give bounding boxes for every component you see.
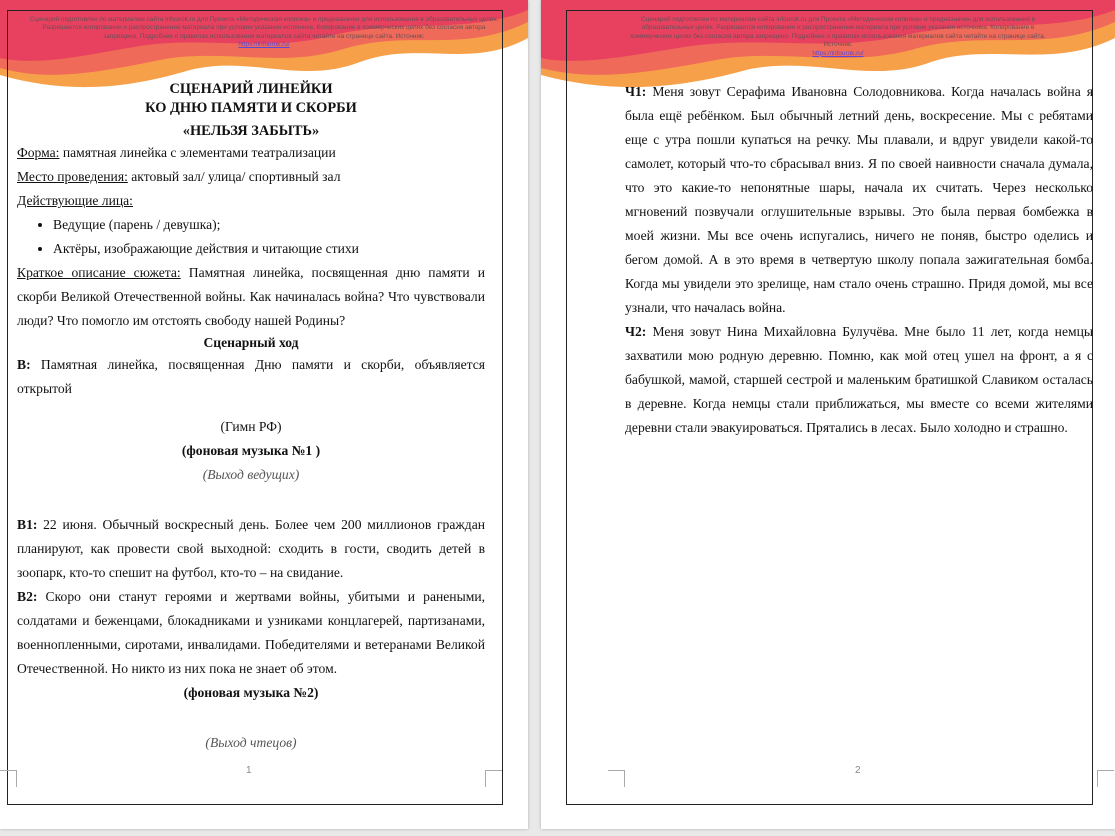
cast-line (17, 189, 485, 213)
source-link[interactable]: https://infourok.ru/ (238, 41, 290, 49)
margin-corner-right (485, 770, 502, 787)
readers-exit-line: (Выход чтецов) (205, 735, 297, 750)
document-page-1 (0, 0, 528, 829)
v-text: Памятная линейка, посвященная Дню памяти и скорби, объявляется открытой (17, 357, 485, 396)
v1-label: В1: (17, 517, 38, 532)
v2-text: Скоро они станут героями и жертвами войны, убитыми и ранеными, солдатами и беженцами, блокадниками и узниками концлагерей, партизанами, военнопленными, сиротами, инвалидами. Победителями и ветеранами Великой Отечественной. Но никто из них пока не знает об этом. (17, 589, 485, 676)
page-2-content (625, 80, 1093, 440)
form-text: памятная линейка с элементами театрализации (59, 145, 336, 160)
margin-corner-left (608, 770, 625, 787)
v-paragraph (17, 353, 485, 401)
v2-paragraph (17, 585, 485, 681)
ch2-label: Ч2: (625, 324, 647, 339)
cast-label: Действующие лица: (17, 193, 133, 208)
margin-corner-right (1097, 770, 1114, 787)
ch2-paragraph (625, 320, 1093, 440)
ch1-text: Меня зовут Серафима Ивановна Солодовникова. Когда началась война я была ещё ребёнком. Был обычный летний день, воскресение. Мы с ребятами еще с утра пошли купаться на речку. Мы плавали, и вдруг увидели какой-то самолет, который что-то сбрасывал вниз. Я по своей наивности сначала думала, что это какие-то непонятные шары, начала их считать. Через несколько мгновений позвучали оглушительные взрывы. Это была первая бомбежка в моей жизни. Мы все очень испугались, ничего не поняв, быстро оделись и бегом домой. А в это время в четвертую школу попала зажигательная бомба. Когда мы увидели это зрелище, нам стало очень страшно. Придя домой, мы все узнали, что началась война. (625, 84, 1093, 315)
course-heading: Сценарный ход (203, 335, 299, 350)
place-line (17, 165, 485, 189)
page-number: 2 (855, 765, 861, 776)
source-link[interactable]: https://infourok.ru/ (812, 49, 864, 57)
v1-text: 22 июня. Обычный воскресный день. Более чем 200 миллионов граждан планируют, как провести свой выходной: сходить в гости, сводить детей в зоопарк, кто-то спешит на футбол, кто-то – на свидание. (17, 517, 485, 580)
form-label: Форма: (17, 145, 60, 160)
ch1-paragraph (625, 80, 1093, 320)
header-notice: Сценарий подготовлен по материалам сайта infourok.ru для Проекта «Методическая копилка» и предназначен для использования в образовательных целях. Разрешается копирование и распространение материала при условии указания источника. Копирование в коммерческих целях без согласия автора запрещено. Подробнее о правилах использования материалов сайта читайте на странице сайта. Источник: https://infourok.ru/ (29, 16, 499, 49)
cast-item: • Ведущие (парень / девушка); (53, 213, 485, 237)
anthem-line: (Гимн РФ) (220, 419, 282, 434)
summary-paragraph (17, 261, 485, 333)
hosts-exit-line: (Выход ведущих) (202, 467, 300, 482)
v1-paragraph (17, 513, 485, 585)
script-title-line-3: «НЕЛЬЗЯ ЗАБЫТЬ» (182, 123, 320, 139)
script-title-line-2: КО ДНЮ ПАМЯТИ И СКОРБИ (145, 100, 357, 116)
v-label: В: (17, 357, 31, 372)
cast-item: • Актёры, изображающие действия и читающие стихи (53, 237, 485, 261)
header-notice: Сценарий подготовлен по материалам сайта infourok.ru для Проекта «Методическая копилка» и предназначен для использования в образовательных целях. Разрешается копирование и распространение материала при условии указания источника. Копирование в коммерческих целях без согласия автора запрещено. Подробнее о правилах использования материалов сайта читайте на странице сайта. Источник: https://infourok.ru/ (630, 16, 1046, 57)
place-label: Место проведения: (17, 169, 128, 184)
script-title-line-1: СЦЕНАРИЙ ЛИНЕЙКИ (169, 81, 333, 97)
music-1-line: (фоновая музыка №1 ) (181, 443, 321, 458)
document-page-2 (541, 0, 1115, 829)
ch1-label: Ч1: (625, 84, 647, 99)
summary-label: Краткое описание сюжета: (17, 265, 181, 280)
music-2-line: (фоновая музыка №2) (183, 685, 319, 700)
cast-list (17, 213, 485, 261)
form-line (17, 141, 485, 165)
margin-corner-left (0, 770, 17, 787)
ch2-text: Меня зовут Нина Михайловна Булучёва. Мне было 11 лет, когда немцы захватили мою родную деревню. Помню, как мой отец ушел на фронт, а я с бабушкой, мамой, старшей сестрой и маленьким братишкой Славиком осталась в деревне. Когда немцы стали приближаться, мы вместе со всеми жителями деревни стали эвакуироваться. Прятались в лесах. Было холодно и страшно. (625, 324, 1093, 435)
v2-label: В2: (17, 589, 38, 604)
page-1-content (17, 80, 485, 755)
page-number: 1 (246, 765, 252, 776)
place-text: актовый зал/ улица/ спортивный зал (127, 169, 341, 184)
summary-text: Памятная линейка, посвященная дню памяти и скорби Великой Отечественной войны. Как начиналась война? Что чувствовали люди? Что помогло им отстоять свободу нашей Родины? (17, 265, 486, 328)
